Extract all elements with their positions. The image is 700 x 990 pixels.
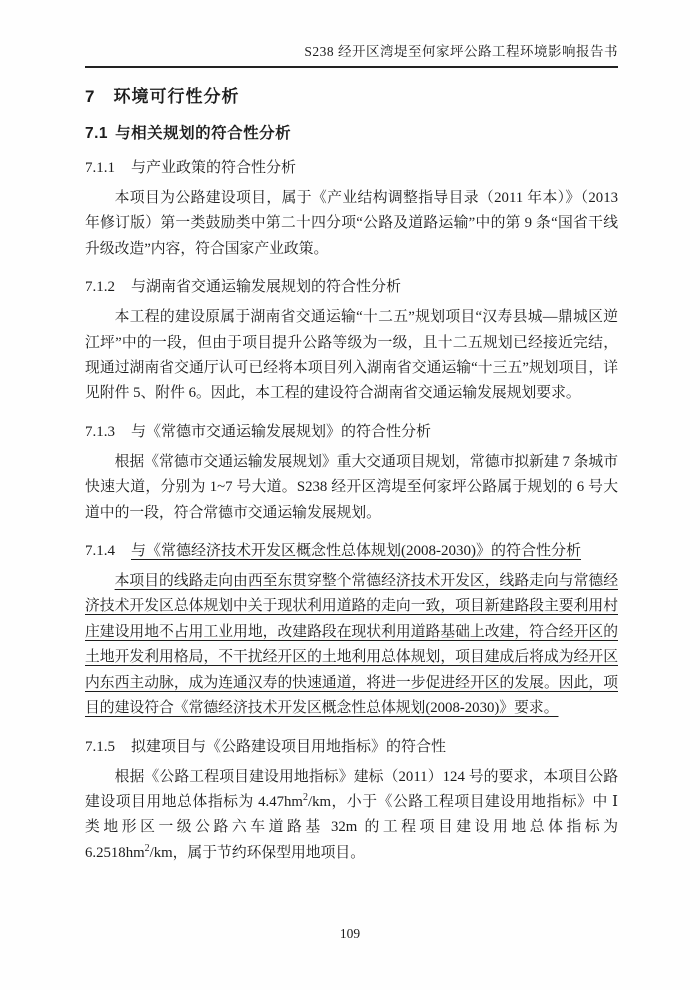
page-header bbox=[85, 40, 618, 68]
chapter-number: 7 bbox=[85, 87, 96, 106]
subsection-title: 拟建项目与《公路建设项目用地指标》的符合性 bbox=[131, 738, 447, 755]
subsection-number: 7.1.2 bbox=[85, 279, 115, 296]
section-number: 7.1 bbox=[85, 125, 109, 142]
page-number: 109 bbox=[339, 926, 361, 941]
superscript-2: 2 bbox=[302, 791, 308, 803]
paragraph-7-1-1: 本项目为公路建设项目，属于《产业结构调整指导目录（2011 年本）》（2013 年修订版）第一类鼓励类中第二十四分项“公路及道路运输”中的第 9 条“国省干线升级改造”内容，符合国家产业政策。 bbox=[85, 190, 618, 257]
report-title: S238 经开区湾堤至何家坪公路工程环境影响报告书 bbox=[304, 44, 618, 59]
subsection-number: 7.1.4 bbox=[85, 543, 115, 560]
subsection-heading-7-1-1 bbox=[85, 156, 618, 177]
subsection-heading-7-1-2 bbox=[85, 275, 618, 296]
subsection-heading-7-1-3 bbox=[85, 420, 618, 441]
subsection-title: 与产业政策的符合性分析 bbox=[131, 160, 297, 176]
paragraph-7-1-5 bbox=[85, 765, 618, 867]
subsection-number: 7.1.3 bbox=[85, 423, 115, 440]
paragraph-text: 根据《公路工程项目建设用地指标》建标（2011）124 号的要求，本项目公路建设项目用地总体指标为 4.47hm bbox=[85, 768, 618, 810]
paragraph-7-1-4: 本项目的线路走向由西至东贯穿整个常德经济技术开发区，线路走向与常德经济技术开发区总体规划中关于现状利用道路的走向一致，项目新建路段主要利用村庄建设用地不占用工业用地，改建路段在现状利用道路基础上改建，符合经开区的土地开发利用格局，不干扰经开区的土地利用总体规划，项目建成后将成为经开区内东西主动脉，成为连通汉寿的快速通道，将进一步促进经开区的发展。因此，项目的建设符合《常德经济技术开发区概念性总体规划(2008-2030)》要求。 bbox=[85, 573, 618, 717]
subsection-number: 7.1.5 bbox=[85, 738, 115, 755]
paragraph-7-1-3: 根据《常德市交通运输发展规划》重大交通项目规划，常德市拟新建 7 条城市快速大道，分别为 1~7 号大道。S238 经开区湾堤至何家坪公路属于规划的 6 号大道中的一段，符合常德市交通运输发展规划。 bbox=[85, 453, 618, 521]
subsection-title: 与《常德市交通运输发展规划》的符合性分析 bbox=[131, 423, 432, 440]
paragraph-text: /km，属于节约环保型用地项目。 bbox=[149, 844, 365, 861]
subsection-number: 7.1.1 bbox=[85, 160, 115, 176]
subsection-title: 与湖南省交通运输发展规划的符合性分析 bbox=[131, 279, 402, 296]
subsection-heading-7-1-5 bbox=[85, 735, 618, 756]
subsection-heading-7-1-4 bbox=[85, 539, 618, 560]
paragraph-text: /km，小于《公路工程项目建设用地指标》中 Ⅰ 类地形区一级公路六车道路基 32m 的工程项目建设用地总体指标为 6.2518hm bbox=[85, 793, 618, 861]
chapter-title: 环境可行性分析 bbox=[113, 87, 240, 106]
subsection-title-underlined: 与《常德经济技术开发区概念性总体规划(2008-2030)》的符合性分析 bbox=[131, 543, 581, 560]
page-content bbox=[85, 78, 618, 871]
section-title: 与相关规划的符合性分析 bbox=[115, 125, 292, 142]
paragraph-7-1-2: 本工程的建设原属于湖南省交通运输“十二五”规划项目“汉寿县城—鼎城区逆江坪”中的一段，但由于项目提升公路等级为一级，且十二五规划已经接近完结，现通过湖南省交通厅认可已经将本项目列入湖南省交通运输“十三五”规划项目，详见附件 5、附件 6。因此，本工程的建设符合湖南省交通运输发展规划要求。 bbox=[85, 309, 618, 402]
chapter-heading bbox=[85, 82, 618, 107]
superscript-2: 2 bbox=[144, 842, 150, 854]
section-heading-7-1 bbox=[85, 121, 618, 143]
